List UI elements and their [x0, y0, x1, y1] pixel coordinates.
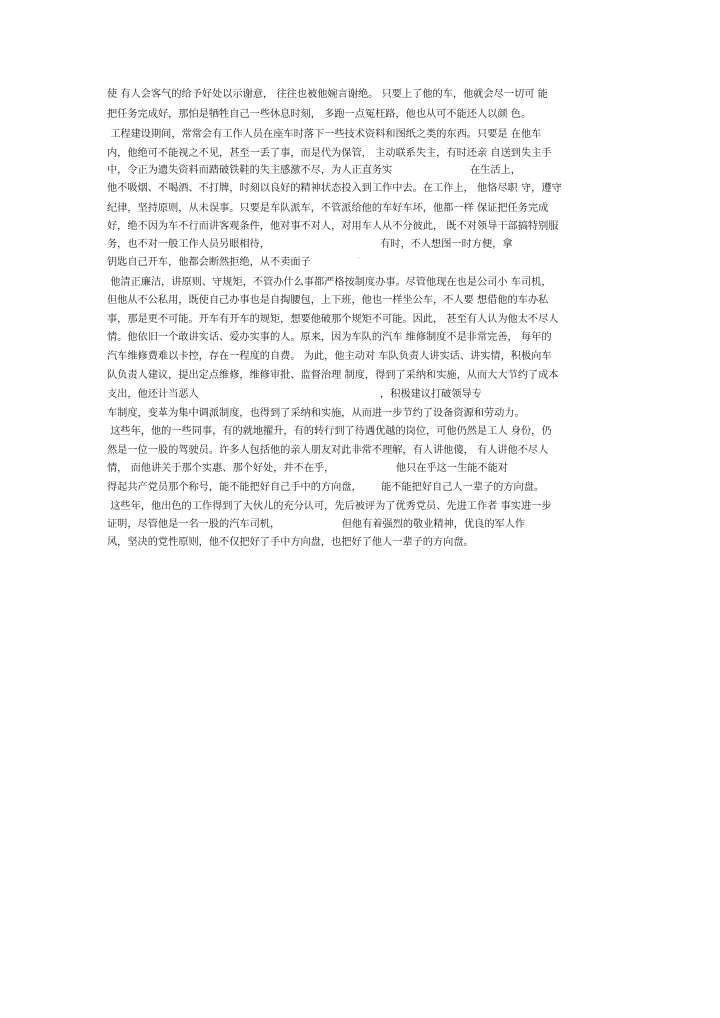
text-line: 内，他绝可不能视之不见，甚至一丢了事，而是代为保管， 主动联系失主，有时还亲 自送到失主手 — [107, 148, 552, 159]
text-line: 得起共产党员那个称号，能不能把好自己手中的方向盘， 能不能把好自己人一辈子的方向盘。 — [107, 482, 545, 493]
text-line: 队负责人建议，提出定点维修，维修审批、监督治理 制度，得到了采纳和实施，从而大大节约了成本 — [107, 370, 559, 381]
text-line: 车制度，变革为集中调派制度，也得到了采纳和实施，从而进一步节约了设备资源和劳动力。 — [107, 408, 525, 419]
text-line: 工程建设期间，常常会有工作人员在座车时落下一些技术资料和图纸之类的东西。只要是 在他车 — [107, 129, 542, 140]
text-line: 汽车维修费难以卡控，存在一程度的自费。 为此，他主动对 车队负责人讲实话、讲实情，积极向车 — [107, 351, 552, 362]
text-line: 钥匙自己开车，他都会断然拒绝，从不卖面子 — [107, 257, 311, 268]
text-line: 但他从不公私用，既使自己办事也是自掏腰包，上下班，他也一样坐公车，不人要 想借他的车办私 — [107, 295, 549, 306]
stray-mark: ˙ — [357, 257, 361, 265]
text-line: 使 有人会客气的给予好处以示谢意， 往往也被他婉言谢绝。 只要上了他的车，他就会尽一切可 能 — [107, 89, 548, 100]
text-line: 这些年，他出色的工作得到了大伙儿的充分认可，先后被评为了优秀党员、先进工作者 事实进一步 — [107, 501, 552, 512]
text-line: 务，也不对一般工作人员另眼相待， 有时，不人想图一时方便，拿 — [107, 239, 513, 250]
text-line: 纪律，坚持原则，从未误事。只要是车队派车，不管派给他的车好车坏，他都一样 保证把任务完成 — [107, 203, 549, 214]
text-line: 然是一位一股的驾驶员。许多人包括他的亲人朋友对此非常不理解，有人讲他傻， 有人讲他不尽人 — [107, 445, 549, 456]
text-line: 他不吸烟、不喝酒、不打牌，时刻以良好的精神状态投入到工作中去。在工作上， 他恪尽职 守，遵守 — [107, 183, 562, 194]
text-line: 这些年，他的一些同事，有的就地擢升，有的转行到了待遇优越的岗位，可他仍然是工人 身份，仍 — [107, 426, 552, 437]
text-line: 他清正廉洁，讲原则、守规矩，不管办什么事都严格按制度办事。尽管他现在也是公司小 车司机， — [107, 277, 552, 288]
text-line: 情。他依旧一个敢讲实话、爱办实事的人。原来，因为车队的汽车 维修制度不是非常完善， 每年的 — [107, 332, 552, 343]
text-line: 风，坚决的党性原则，他不仅把好了手中方向盘，也把好了他人一辈子的方向盘。 — [107, 537, 474, 548]
text-line: 支出，他还计当恶人 ，积极建议打破领导专 — [107, 389, 482, 400]
text-line: 证明，尽管他是一名一股的汽车司机， 但他有着强烈的敬业精神，优良的军人作 — [107, 519, 526, 530]
text-line: 情， 而他讲关于那个实惠、那个好处，并不在乎， 他只在乎这一生能不能对 — [107, 463, 508, 474]
text-line: 中，令正为遗失资料而踏破铁鞋的失主感激不尽，为人正直务实 在生活上， — [107, 165, 521, 176]
text-line: 事，那是更不可能。开车有开车的规矩，想要他破那个规矩不可能。因此， 甚至有人认为他太不尽人 — [107, 314, 559, 325]
text-line: 好，绝不因为车不行而讲客观条件，他对事不对人，对用车人从不分彼此， 既不对领导干部搞特别服 — [107, 221, 559, 232]
text-line: 把任务完成好，那怕是牺牲自己一些休息时刻， 多跑一点冤枉路，他也从可不能还人以颜 色。 — [107, 109, 532, 120]
